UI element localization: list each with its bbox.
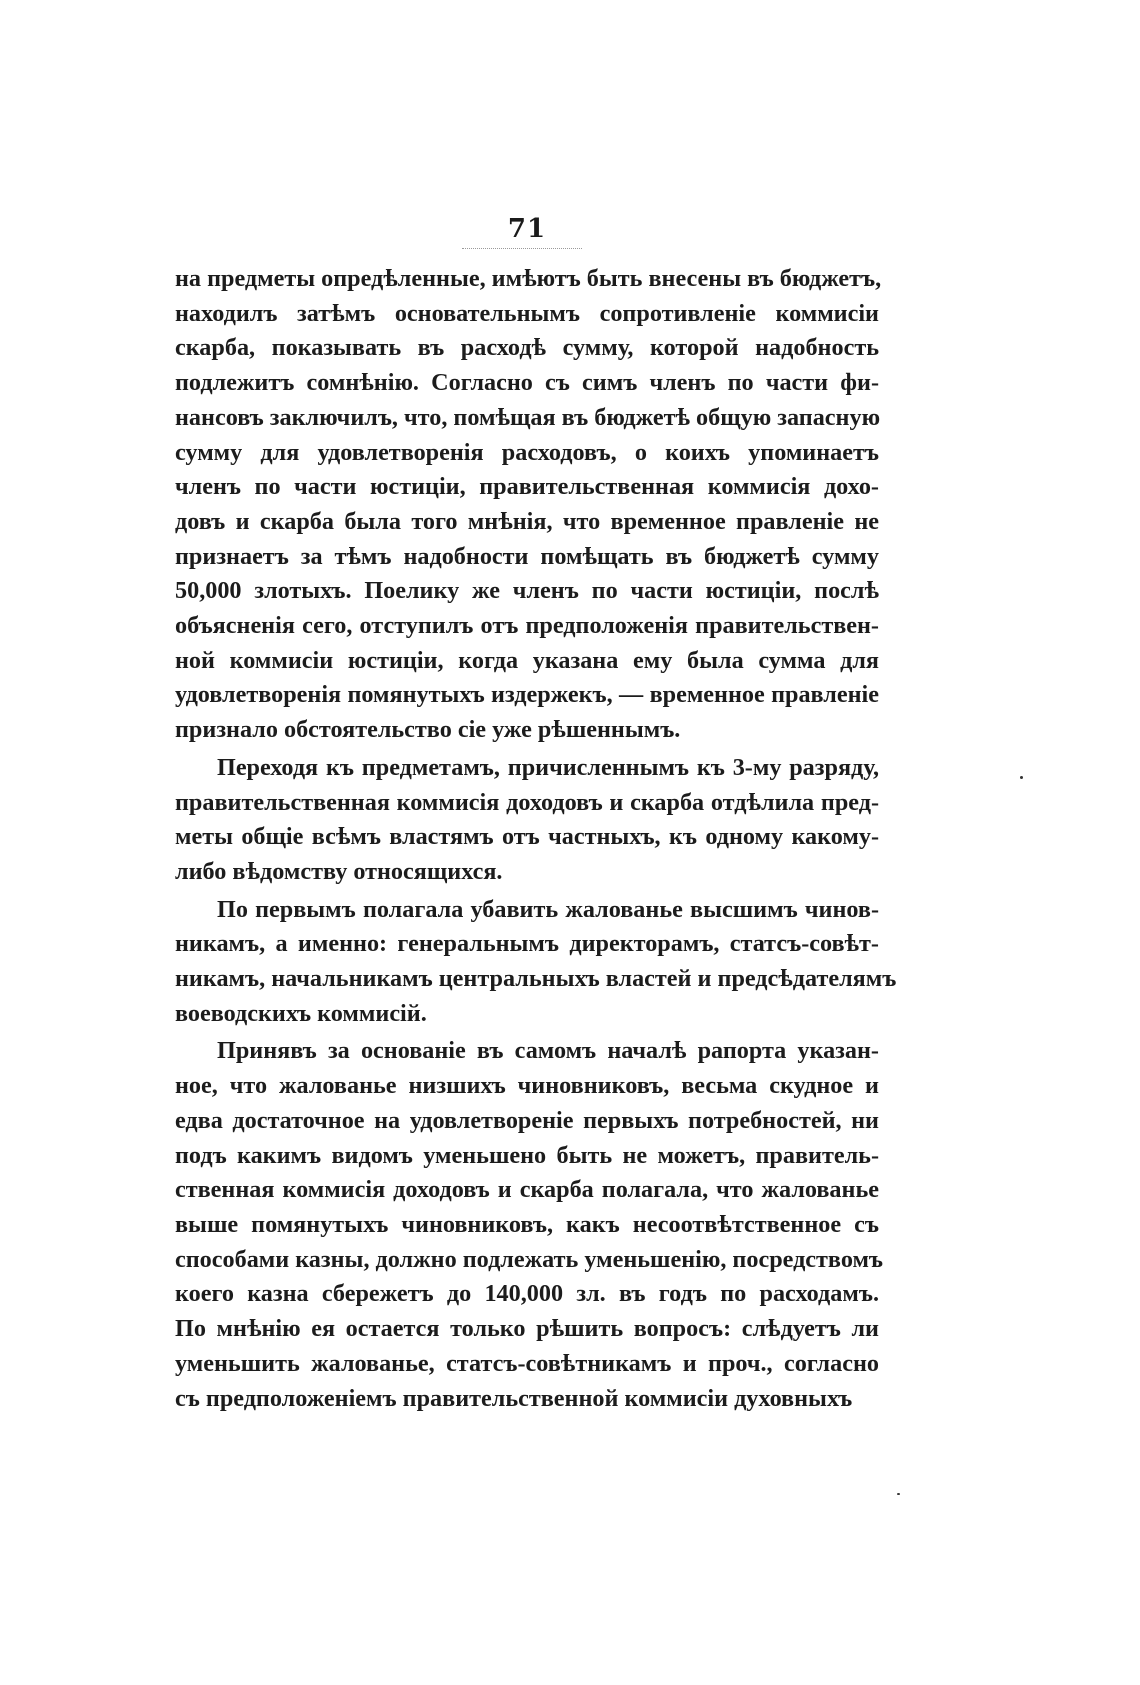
text-line: скарба, показывать въ расходѣ сумму, которой надобность (175, 334, 879, 362)
text-line: выше помянутыхъ чиновниковъ, какъ несоотвѣтственное съ (175, 1210, 879, 1238)
text-line: нансовъ заключилъ, что, помѣщая въ бюджетѣ общую запасную (175, 403, 881, 431)
text-line: коего казна сбережетъ до 140,000 зл. въ годъ по расходамъ. (175, 1280, 879, 1308)
text-line: никамъ, начальникамъ центральныхъ властей и предсѣдателямъ (175, 965, 897, 993)
text-line: способами казны, должно подлежать уменьшенію, посредствомъ (175, 1245, 884, 1273)
text-line: ственная коммисія доходовъ и скарба полагала, что жалованье (175, 1176, 879, 1204)
text-line: сумму для удовлетворенія расходовъ, о коихъ упоминаетъ (175, 438, 879, 466)
text-line: находилъ затѣмъ основательнымъ сопротивленіе коммисіи (175, 299, 879, 327)
text-line: меты общіе всѣмъ властямъ отъ частныхъ, къ одному какому- (175, 823, 879, 851)
text-line: признаетъ за тѣмъ надобности помѣщать въ бюджетѣ сумму (175, 542, 879, 570)
text-line: правительственная коммисія доходовъ и скарба отдѣлила пред- (175, 788, 879, 816)
paragraph (175, 893, 897, 1032)
page-number-rule (462, 248, 582, 249)
margin-mark (1020, 776, 1023, 779)
text-line: либо вѣдомству относящихся. (175, 857, 503, 885)
text-line: объясненія сего, отступилъ отъ предположенія правительствен- (175, 612, 879, 640)
text-line: признало обстоятельство сіе уже рѣшеннымъ. (175, 716, 681, 744)
text-line: съ предположеніемъ правительственной коммисіи духовныхъ (175, 1384, 853, 1412)
text-line: ное, что жалованье низшихъ чиновниковъ, весьма скудное и (175, 1072, 879, 1100)
text-line: Принявъ за основаніе въ самомъ началѣ рапорта указан- (217, 1037, 879, 1065)
text-line: членъ по части юстиціи, правительственная коммисія дохо- (175, 473, 879, 501)
page-number: 71 (507, 214, 547, 244)
text-line: подлежитъ сомнѣнію. Согласно съ симъ членъ по части фи- (175, 369, 879, 397)
text-line: никамъ, а именно: генеральнымъ директорамъ, статсъ-совѣт- (175, 930, 879, 958)
text-line: довъ и скарба была того мнѣнія, что временное правленіе не (175, 507, 879, 535)
paragraph (175, 751, 879, 890)
text-line: на предметы опредѣленные, имѣютъ быть внесены въ бюджетъ, (175, 265, 882, 292)
paragraph (175, 262, 882, 748)
text-line: воеводскихъ коммисій. (175, 999, 427, 1027)
text-line: едва достаточное на удовлетвореніе первыхъ потребностей, ни (175, 1106, 879, 1134)
text-line: подъ какимъ видомъ уменьшено быть не можетъ, правитель- (175, 1141, 879, 1169)
margin-mark (897, 1493, 900, 1495)
text-line: удовлетворенія помянутыхъ издержекъ, — временное правленіе (175, 681, 879, 709)
body-text (175, 262, 897, 1416)
paragraph (175, 1034, 884, 1416)
text-line: ной коммисіи юстиціи, когда указана ему была сумма для (175, 646, 879, 674)
text-line: уменьшить жалованье, статсъ-совѣтникамъ и проч., согласно (175, 1349, 879, 1377)
text-line: 50,000 злотыхъ. Поелику же членъ по части юстиціи, послѣ (175, 577, 879, 605)
text-line: По мнѣнію ея остается только рѣшить вопросъ: слѣдуетъ ли (175, 1315, 879, 1343)
text-line: Переходя къ предметамъ, причисленнымъ къ 3-му разряду, (217, 753, 879, 781)
text-line: По первымъ полагала убавить жалованье высшимъ чинов- (217, 895, 879, 923)
